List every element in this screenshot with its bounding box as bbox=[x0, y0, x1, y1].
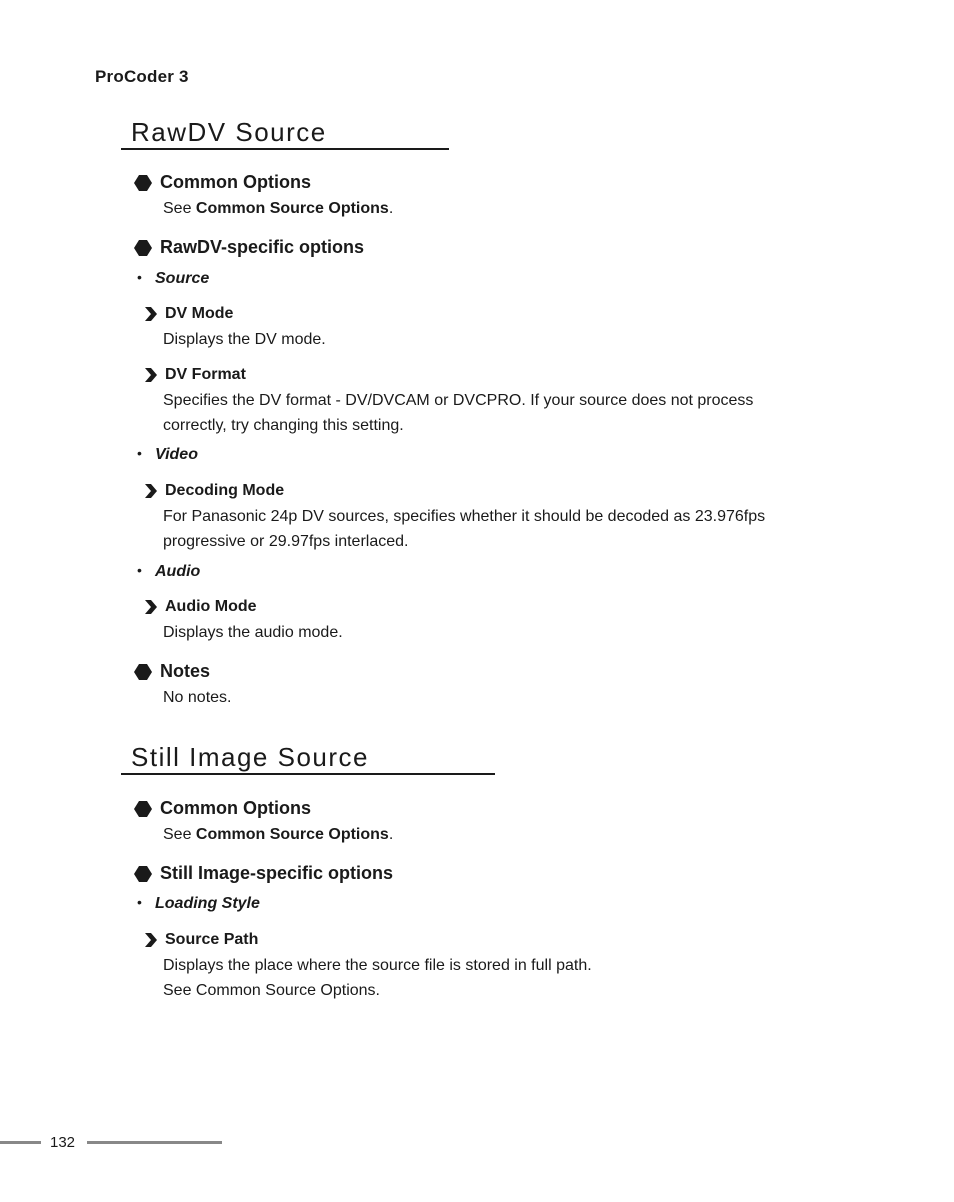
chevron-right-icon bbox=[144, 307, 158, 321]
item-audio-mode bbox=[144, 598, 257, 616]
heading-text: Notes bbox=[160, 661, 211, 681]
item-heading: Decoding Mode bbox=[165, 482, 285, 499]
heading-common-options bbox=[134, 172, 311, 193]
chevron-right-icon bbox=[144, 600, 158, 614]
period: . bbox=[388, 826, 394, 843]
group-video: Video bbox=[155, 446, 198, 463]
period: . bbox=[388, 200, 394, 217]
group-source: Source bbox=[155, 270, 210, 287]
item-heading: DV Mode bbox=[165, 305, 234, 322]
bullet-dot-icon: • bbox=[137, 445, 142, 461]
notes-desc: No notes. bbox=[163, 689, 232, 706]
common-source-options-ref: Common Source Options bbox=[195, 200, 389, 217]
section-rule bbox=[121, 148, 449, 150]
bullet-dot-icon: • bbox=[137, 562, 142, 578]
heading-still-image-specific bbox=[134, 863, 393, 884]
item-heading: Audio Mode bbox=[165, 598, 257, 615]
dv-mode-desc: Displays the DV mode. bbox=[163, 331, 326, 348]
heading-text: RawDV-specific options bbox=[160, 237, 365, 257]
hexagon-bullet-icon bbox=[134, 866, 152, 882]
heading-text: Common Options bbox=[160, 172, 311, 192]
footer-rule-right bbox=[87, 1141, 222, 1144]
see-text: See bbox=[163, 826, 196, 843]
running-header: ProCoder 3 bbox=[95, 67, 189, 86]
item-dv-format bbox=[144, 366, 246, 384]
bullet-dot-icon: • bbox=[137, 894, 142, 910]
hexagon-bullet-icon bbox=[134, 801, 152, 817]
section-title-rawdv: RawDV Source bbox=[131, 117, 327, 147]
bullet-dot-icon: • bbox=[137, 269, 142, 285]
item-dv-mode bbox=[144, 305, 233, 323]
group-audio: Audio bbox=[155, 563, 201, 580]
chevron-right-icon bbox=[144, 484, 158, 498]
section-title-still-image: Still Image Source bbox=[131, 742, 369, 772]
heading-text: Still Image-specific options bbox=[160, 863, 394, 883]
footer-rule-left bbox=[0, 1141, 41, 1144]
item-heading: Source Path bbox=[165, 931, 259, 948]
heading-text: Common Options bbox=[160, 798, 311, 818]
group-loading-style: Loading Style bbox=[155, 895, 260, 912]
chevron-right-icon bbox=[144, 368, 158, 382]
common-options-text bbox=[163, 196, 393, 221]
item-decoding-mode bbox=[144, 482, 284, 500]
heading-common-options bbox=[134, 798, 311, 819]
source-path-desc-line2: See Common Source Options. bbox=[163, 982, 380, 999]
dv-format-desc-line1: Specifies the DV format - DV/DVCAM or DVCPRO. If your source does not process bbox=[163, 392, 754, 409]
item-source-path bbox=[144, 931, 258, 949]
audio-mode-desc: Displays the audio mode. bbox=[163, 624, 343, 641]
hexagon-bullet-icon bbox=[134, 240, 152, 256]
decoding-desc-line2: progressive or 29.97fps interlaced. bbox=[163, 533, 409, 550]
source-path-desc-line1: Displays the place where the source file is stored in full path. bbox=[163, 957, 592, 974]
hexagon-bullet-icon bbox=[134, 175, 152, 191]
dv-format-desc-line2: correctly, try changing this setting. bbox=[163, 417, 404, 434]
decoding-desc-line1: For Panasonic 24p DV sources, specifies whether it should be decoded as 23.976fps bbox=[163, 508, 766, 525]
section-rule bbox=[121, 773, 495, 775]
see-text: See bbox=[163, 200, 196, 217]
chevron-right-icon bbox=[144, 933, 158, 947]
common-source-options-ref: Common Source Options bbox=[195, 826, 389, 843]
common-options-text bbox=[163, 822, 393, 847]
page-number: 132 bbox=[50, 1134, 76, 1151]
item-heading: DV Format bbox=[165, 366, 246, 383]
heading-notes bbox=[134, 661, 210, 682]
hexagon-bullet-icon bbox=[134, 664, 152, 680]
heading-rawdv-specific bbox=[134, 237, 364, 258]
